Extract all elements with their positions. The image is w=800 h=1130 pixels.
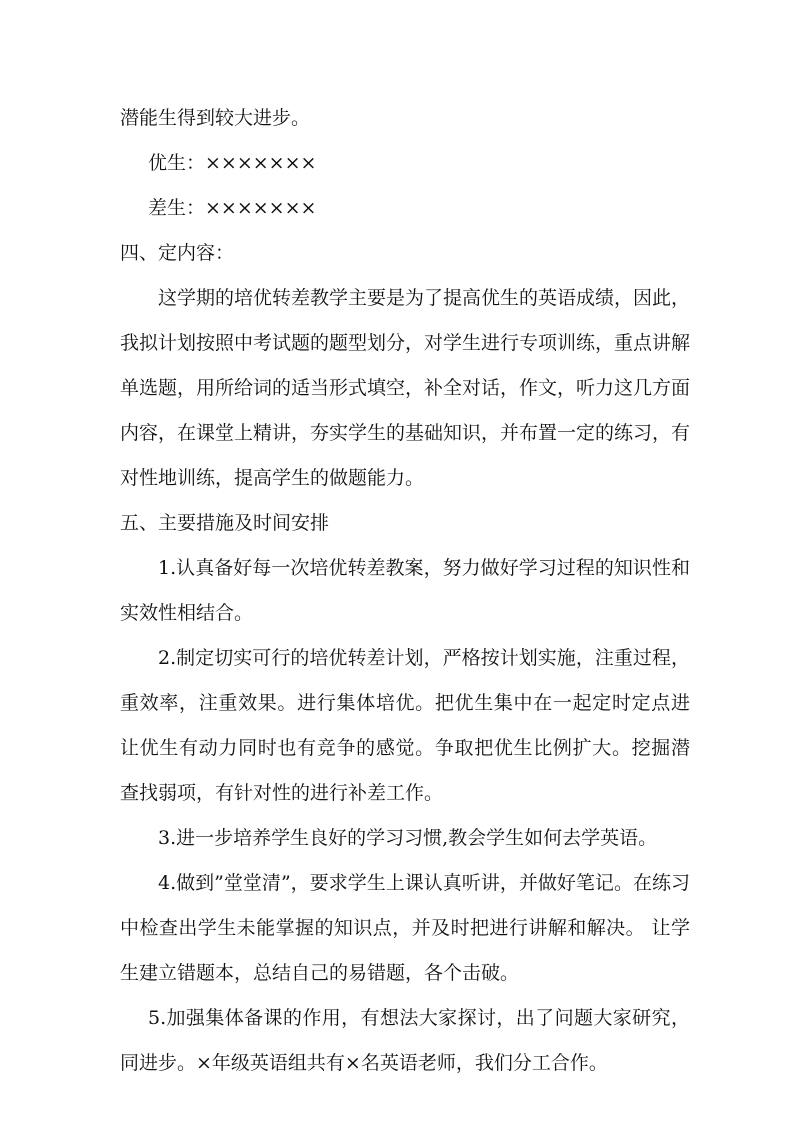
list-item-line: 2.制定切实可行的培优转差计划，严格按计划实施，注重过程， xyxy=(158,647,690,669)
list-item-line: 4.做到”堂堂清”，要求学生上课认真听讲，并做好笔记。在练习 xyxy=(158,872,690,894)
list-item-line: 中检查出学生未能掌握的知识点，并及时把进行讲解和解决。 让学 xyxy=(120,917,690,939)
text-line: 差生：××××××× xyxy=(148,197,317,219)
list-item-line: 重效率，注重效果。进行集体培优。把优生集中在一起定时定点进 xyxy=(120,692,690,714)
list-item-line: 1.认真备好每一次培优转差教案，努力做好学习过程的知识性和 xyxy=(158,557,690,579)
list-item-line: 5.加强集体备课的作用，有想法大家探讨，出了问题大家研究， xyxy=(148,1007,690,1029)
paragraph-line: 单选题，用所给词的适当形式填空，补全对话，作文，听力这几方面 xyxy=(120,377,690,399)
list-item-line: 让优生有动力同时也有竞争的感觉。争取把优生比例扩大。挖掘潜 xyxy=(120,737,690,759)
list-item-line: 查找弱项，有针对性的进行补差工作。 xyxy=(120,782,444,804)
section-heading: 四、定内容： xyxy=(120,242,235,264)
text-line: 优生：××××××× xyxy=(148,152,317,174)
document-page xyxy=(120,98,690,1084)
list-item-line: 3.进一步培养学生良好的学习习惯,教会学生如何去学英语。 xyxy=(158,827,658,849)
text-line: 潜能生得到较大进步。 xyxy=(120,107,311,129)
paragraph-line: 这学期的培优转差教学主要是为了提高优生的英语成绩，因此， xyxy=(158,287,690,309)
section-heading: 五、主要措施及时间安排 xyxy=(120,512,330,534)
list-item-line: 生建立错题本，总结自己的易错题，各个击破。 xyxy=(120,962,520,984)
list-item-line: 同进步。×年级英语组共有×名英语老师，我们分工合作。 xyxy=(120,1052,608,1074)
list-item-line: 实效性相结合。 xyxy=(120,602,254,624)
paragraph-line: 对性地训练，提高学生的做题能力。 xyxy=(120,467,425,489)
paragraph-line: 我拟计划按照中考试题的题型划分，对学生进行专项训练，重点讲解 xyxy=(120,332,690,354)
paragraph-line: 内容，在课堂上精讲，夯实学生的基础知识，并布置一定的练习，有 xyxy=(120,422,690,444)
